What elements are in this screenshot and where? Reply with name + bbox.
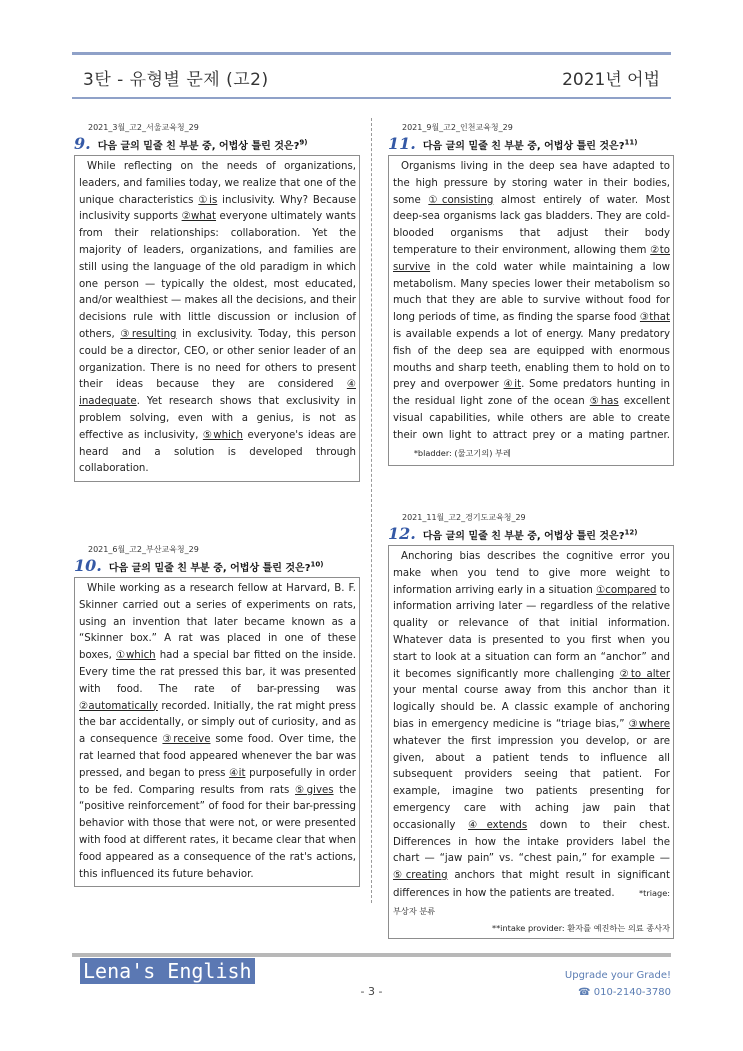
passage-segment: inclusivity. Why? Because inclusivity supports <box>79 194 356 223</box>
passage-segment: your mental course away from this anchor than it logically should be. A classic example of anchoring bias in emergency medicine is “triage bias,” <box>393 685 670 730</box>
footnote-mark: 12) <box>624 528 638 537</box>
passage-segment: Organisms living in the deep sea have adapted to the high pressure by storing water in their bodies, some <box>393 161 670 206</box>
passage-segment: in the cold water while maintaining a low metabolism. Many species lower their metabolism so much that they are able to survive without food for long periods of time, as finding the sparse food <box>393 261 670 324</box>
question-header <box>74 556 360 574</box>
brand-logo: Lena's English <box>80 958 255 984</box>
footer-slogan: Upgrade your Grade! <box>564 970 671 981</box>
answer-option: ⑤has <box>589 396 619 408</box>
passage-segment: purposefully in order to be fed. Comparing results from rats <box>79 767 356 796</box>
passage-text <box>393 159 670 462</box>
footnote-mark: 10) <box>310 560 324 569</box>
passage-text <box>393 549 670 935</box>
page-number: - 3 - <box>360 985 383 998</box>
passage-segment: anchors that might result in significant differences in how the patients are treated. <box>393 870 670 899</box>
answer-option: ②automatically <box>79 700 158 712</box>
answer-option: ③receive <box>162 734 211 746</box>
answer-option: ②what <box>181 211 217 223</box>
passage-segment: everyone's ideas are heard and a solution is developed through collaboration. <box>79 429 356 475</box>
answer-option: ①is <box>198 194 218 206</box>
question-number: 11. <box>388 134 416 153</box>
passage-segment: the “positive reinforcement” of food for their bar-pressing behavior with those that were not, or were presented with food at different rates, it became clear that when food appeared as a consequence of the rat's actions, this influenced its future behavior. <box>79 784 356 880</box>
passage-segment: is available expends a lot of energy. Many predatory fish of the deep sea are equipped with enormous mouths and sharp teeth, enabling them to hold on to prey and overpower <box>393 328 670 391</box>
answer-option: ③where <box>628 718 670 730</box>
question-header <box>388 524 674 542</box>
footnote: *triage: 부상자 분류 <box>393 887 670 916</box>
question-prompt-text: 다음 글의 밑줄 친 부분 중, 어법상 틀린 것은? <box>422 531 625 542</box>
passage-segment: some food. Over time, the rat learned that food appeared whenever the bar was pressed, and began to press <box>79 734 356 779</box>
passage-segment: had a special bar fitted on the inside. Every time the rat pressed this bar, it was presented with food. The rate of bar-pressing was <box>79 650 356 695</box>
question-9 <box>74 122 360 482</box>
answer-option: ③resulting <box>120 328 177 340</box>
passage-segment: down to their chest. Differences in how the intake providers label the chart — “jaw pain” vs. “chest pain,” for example — <box>393 819 670 865</box>
answer-option: ②to survive <box>393 244 670 273</box>
passage-segment: . Yet research shows that exclusivity in problem solving, even with a genius, is not as effective as inclusivity, <box>79 396 356 441</box>
passage-segment: Anchoring bias describes the cognitive error you make when you tend to give more weight to information arriving early in a situation <box>393 551 670 596</box>
question-number: 12. <box>388 524 416 543</box>
header-bottom-rule <box>72 97 671 99</box>
answer-option: ④ inadequate <box>79 379 356 408</box>
page-header-title: 3탄 - 유형별 문제 (고2) <box>83 70 269 90</box>
question-prompt <box>109 559 324 574</box>
question-prompt <box>98 137 308 152</box>
question-10 <box>74 544 360 887</box>
passage-segment: While working as a research fellow at Harvard, B. F. Skinner carried out a series of experiments on rats, using an invention that later became known as a “Skinner box.” A rat was placed in one of these boxes, <box>79 583 356 662</box>
question-source: 2021_9월_고2_인천교육청_29 <box>402 123 513 132</box>
answer-option: ①compared <box>596 584 657 596</box>
passage-segment: to information arriving later — regardless of the relative quality or relevance of that initial information. Whatever data is presented to you first when you start to look at a situation can form an “anchor” and it becomes significantly more challenging <box>393 584 670 680</box>
footnote-mark: 9) <box>299 138 308 147</box>
question-source: 2021_11월_고2_경기도교육청_29 <box>402 513 526 522</box>
answer-option: ②to alter <box>619 668 671 680</box>
question-prompt <box>423 527 638 542</box>
header-top-rule <box>72 52 671 55</box>
passage-box <box>74 577 360 887</box>
passage-segment: recorded. Initially, the rat might press the bar accidentally, or simply out of curiosity, and as a consequence <box>79 700 356 746</box>
footnote-mark: 11) <box>624 138 638 147</box>
answer-option: ④extends <box>468 819 528 831</box>
passage-segment: almost entirely of water. Most deep-sea organisms lack gas bladders. They are cold-blooded organisms that adjust their body temperature to their environment, allowing them <box>393 194 670 256</box>
passage-box <box>74 155 360 482</box>
passage-segment: everyone ultimately wants from their relationships: collaboration. Yet the majority of leaders, organizations, and families are still using the language of the old paradigm in which one person — typically the oldest, most educated, and/or wealthiest — makes all the decisions, and their decisions rule with little discussion or inclusion of others, <box>79 211 356 340</box>
answer-option: ⑤gives <box>295 784 334 796</box>
question-prompt-text: 다음 글의 밑줄 친 부분 중, 어법상 틀린 것은? <box>422 141 625 152</box>
answer-option: ⑤creating <box>393 870 448 882</box>
page-header-year: 2021년 어법 <box>562 70 660 90</box>
answer-option: ①consisting <box>428 194 494 206</box>
question-prompt <box>423 137 638 152</box>
question-12 <box>388 512 674 939</box>
footer-phone: ☎ 010-2140-3780 <box>578 987 671 998</box>
column-divider <box>371 118 372 903</box>
answer-option: ④it <box>229 767 246 779</box>
question-header <box>74 134 360 152</box>
footnote: **intake provider: 환자를 예진하는 의료 종사자 <box>491 922 670 933</box>
question-prompt-text: 다음 글의 밑줄 친 부분 중, 어법상 틀린 것은? <box>108 563 311 574</box>
question-number: 9. <box>74 134 91 153</box>
passage-segment: . Some predators hunting in the residual light zone of the ocean <box>393 379 670 408</box>
passage-segment: excellent visual capabilities, while others are able to create their own light to attract prey or a mating partner. <box>393 396 670 441</box>
passage-segment: whatever the first impression you develop, or are given, about a patient tends to influence all subsequent providers seeing that patient. For example, imagine two patients presenting for emergency care with aching jaw pain that occasionally <box>393 735 670 831</box>
passage-box <box>388 155 674 466</box>
passage-text <box>79 159 356 478</box>
question-source: 2021_3월_고2_서울교육청_29 <box>88 123 199 132</box>
passage-segment: in exclusivity. Today, this person could be a director, CEO, or other senior leader of an organization. There is no need for others to present their ideas because they are considered <box>79 328 356 391</box>
passage-segment: While reflecting on the needs of organizations, leaders, and families today, we realize that one of the unique characteristics <box>79 161 356 206</box>
answer-option: ③that <box>639 312 670 324</box>
passage-box <box>388 545 674 939</box>
question-source: 2021_6월_고2_부산교육청_29 <box>88 545 199 554</box>
passage-text <box>79 581 356 883</box>
footnote: *bladder: (물고기의) 부레 <box>393 447 511 458</box>
question-header <box>388 134 674 152</box>
footer-rule <box>72 953 671 957</box>
answer-option: ⑤which <box>202 429 243 441</box>
answer-option: ④it <box>503 379 522 391</box>
question-number: 10. <box>74 556 102 575</box>
question-prompt-text: 다음 글의 밑줄 친 부분 중, 어법상 틀린 것은? <box>97 141 300 152</box>
answer-option: ①which <box>115 650 156 662</box>
question-11 <box>388 122 674 466</box>
